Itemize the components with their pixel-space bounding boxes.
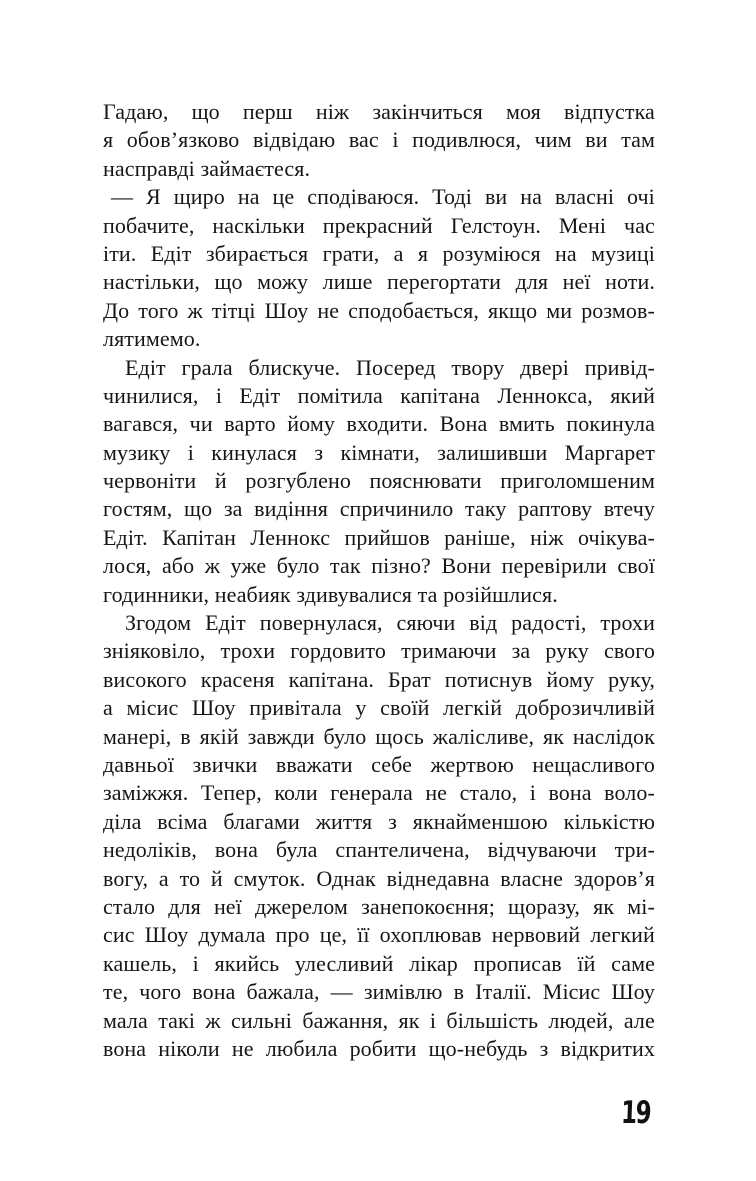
text-line: а місис Шоу привітала у своїй легкій доброзичливій [103, 695, 655, 721]
text-line: заміжжя. Тепер, коли генерала не стало, і вона воло- [103, 780, 655, 806]
text-line: недоліків, вона була спантеличена, відчуваючи три- [103, 837, 655, 863]
text-line: мала такі ж сильні бажання, як і більшість людей, але [103, 1007, 655, 1033]
text-line: Едіт грала блискуче. Посеред твору двері привід- [125, 354, 655, 380]
text-line: настільки, що можу лише перегортати для неї ноти. [103, 269, 655, 295]
text-line: я обов’язково відвідаю вас і подивлюся, чим ви там [103, 127, 655, 153]
text-line: Згодом Едіт повернулася, сяючи від радості, трохи [125, 610, 655, 636]
text-line: насправді займаєтеся. [103, 155, 311, 181]
text-line: манері, в якій завжди було щось жалісливе, як наслідок [103, 723, 655, 749]
text-line: годинники, неабияк здивувалися та розійшлися. [103, 581, 558, 607]
text-line: — Я щиро на це сподіваюся. Тоді ви на власні очі [111, 184, 655, 210]
text-line: До того ж тітці Шоу не сподобається, якщо ми розмов- [103, 297, 655, 323]
text-line: вона ніколи не любила робити що-небудь з відкритих [103, 1035, 655, 1061]
text-line: чинилися, і Едіт помітила капітана Леннокса, який [103, 382, 655, 408]
text-line: давньої звички вважати себе жертвою нещасливого [103, 751, 655, 777]
text-line: Едіт. Капітан Леннокс прийшов раніше, ніж очікува- [103, 524, 655, 550]
text-line: Гадаю, що перш ніж закінчиться моя відпустка [103, 99, 655, 124]
text-line: кашель, і якийсь улесливий лікар прописав їй саме [103, 950, 655, 976]
text-line: вогу, а то й смуток. Однак віднедавна власне здоров’я [103, 865, 655, 891]
text-line: червоніти й розгублено пояснювати приголомшеним [103, 468, 655, 494]
text-line: стало для неї джерелом занепокоєння; щоразу, як мі- [103, 893, 655, 919]
page-number: 19 [620, 1095, 651, 1131]
text-line: зніяковіло, трохи гордовито тримаючи за руку свого [103, 638, 655, 664]
text-line: іти. Едіт збирається грати, а я розуміюся на музиці [103, 240, 655, 266]
text-line: високого красеня капітана. Брат потиснув йому руку, [103, 666, 655, 692]
text-line: музику і кинулася з кімнати, залишивши Маргарет [103, 439, 655, 465]
text-line: лятимемо. [103, 326, 201, 352]
text-block [103, 98, 655, 1063]
text-line: вагався, чи варто йому входити. Вона вмить покинула [103, 411, 655, 437]
text-line: сис Шоу думала про це, її охоплював нервовий легкий [103, 922, 655, 948]
text-line: те, чого вона бажала, — зимівлю в Італії. Місис Шоу [103, 979, 655, 1005]
text-line: гостям, що за видіння спричинило таку раптову втечу [103, 496, 655, 522]
text-line: лося, або ж уже було так пізно? Вони перевірили свої [103, 553, 655, 579]
text-line: діла всіма благами життя з якнайменшою кількістю [103, 808, 655, 834]
text-line: побачите, наскільки прекрасний Гелстоун. Мені час [103, 212, 655, 238]
